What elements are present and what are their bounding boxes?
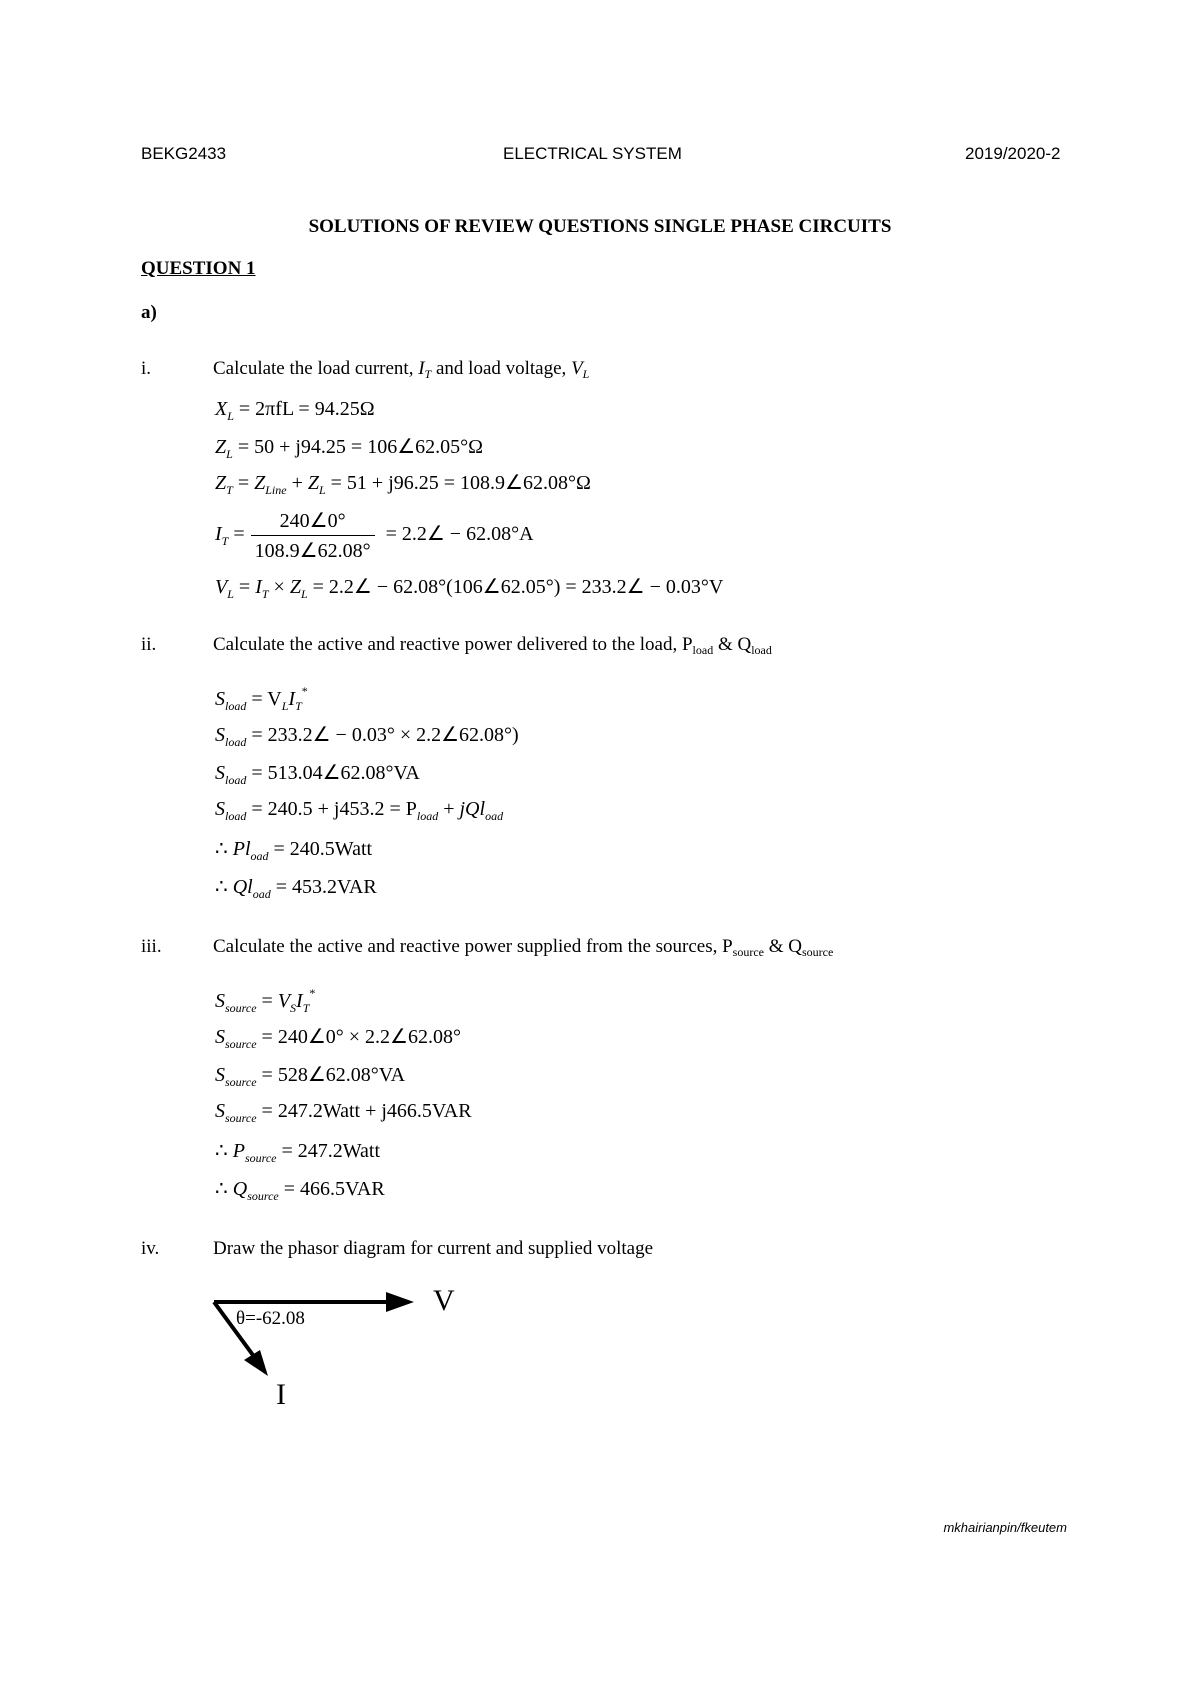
equation-sload-1: $S_{load} = V_LI_T^*$: [215, 684, 308, 713]
equation-sload-2: $S_{load}$ = 233.2∠ − 0.03° × 2.2∠62.08°): [215, 724, 519, 749]
equation-ssource-2: $S_{source}$ = 240∠0° × 2.2∠62.08°: [215, 1026, 461, 1051]
equation-xl: $X_L = 2\pi fL = 94.25\Omega$: [215, 398, 375, 423]
equation-vl: $V_L = I_T \times Z_L$ = 2.2∠ − 62.08°(106∠62.05°) = 233.2∠ − 0.03°V: [215, 576, 724, 601]
item-text: Calculate the active and reactive power delivered to the load, $P_{load}$ & $Q_{load}$: [213, 634, 772, 657]
equation-ssource-1: $S_{source} = V_SI_T^*$: [215, 986, 316, 1015]
angle-label: θ=-62.08: [236, 1308, 305, 1329]
equation-zt: $Z_T = Z_{Line} + Z_L = 51 + j96.25$ = 108.9∠62.08°Ω: [215, 472, 591, 497]
equation-pload: ∴ $Pl_{oad}$ = 240.5Watt: [215, 838, 373, 863]
item-text: Calculate the active and reactive power supplied from the sources, $P_{source}$ & $Q_{source}$: [213, 936, 834, 959]
session: 2019/2020-2: [965, 144, 1061, 163]
item-text: Draw the phasor diagram for current and supplied voltage: [213, 1238, 654, 1259]
equation-sload-3: $S_{load}$ = 513.04∠62.08°VA: [215, 762, 420, 787]
page-title: SOLUTIONS OF REVIEW QUESTIONS SINGLE PHASE CIRCUITS: [308, 216, 892, 237]
item-number: iii.: [141, 936, 162, 957]
item-number: i.: [141, 358, 152, 379]
course-subject: ELECTRICAL SYSTEM: [503, 144, 682, 163]
equation-ssource-3: $S_{source}$ = 528∠62.08°VA: [215, 1064, 406, 1089]
course-code: BEKG2433: [141, 144, 227, 163]
equation-sload-4: $S_{load} = 240.5 + j453.2 = P_{load} + jQl_{oad}$: [215, 798, 504, 823]
part-label: a): [141, 302, 157, 323]
voltage-arrowhead-icon: [386, 1292, 414, 1312]
equation-qload: ∴ $Ql_{oad} = 453.2VAR$: [215, 876, 377, 901]
equation-psource: ∴ $P_{source}$ = 247.2Watt: [215, 1140, 381, 1165]
phasor-diagram: [200, 1280, 440, 1400]
item-number: iv.: [141, 1238, 160, 1259]
equation-ssource-4: $S_{source}$ = 247.2Watt + j466.5VAR: [215, 1100, 472, 1125]
question-heading: QUESTION 1: [141, 258, 256, 279]
current-label: I: [276, 1378, 286, 1411]
item-text: Calculate the load current, $I_T$ and load voltage, $V_L$: [213, 358, 590, 381]
equation-qsource: ∴ $Q_{source} = 466.5VAR$: [215, 1178, 385, 1203]
equation-zl: $Z_L = 50 + j94.25$ = 106∠62.05°Ω: [215, 436, 483, 461]
item-number: ii.: [141, 634, 157, 655]
current-arrowhead-icon: [244, 1350, 268, 1376]
footer-author: mkhairianpin/fkeutem: [943, 1520, 1067, 1535]
voltage-label: V: [433, 1284, 455, 1317]
equation-it: $I_T$ = $\frac{240\angle 0^\circ}{108.9\angle 62.08^\circ}$ = 2.2∠ − 62.08°A: [215, 510, 534, 562]
